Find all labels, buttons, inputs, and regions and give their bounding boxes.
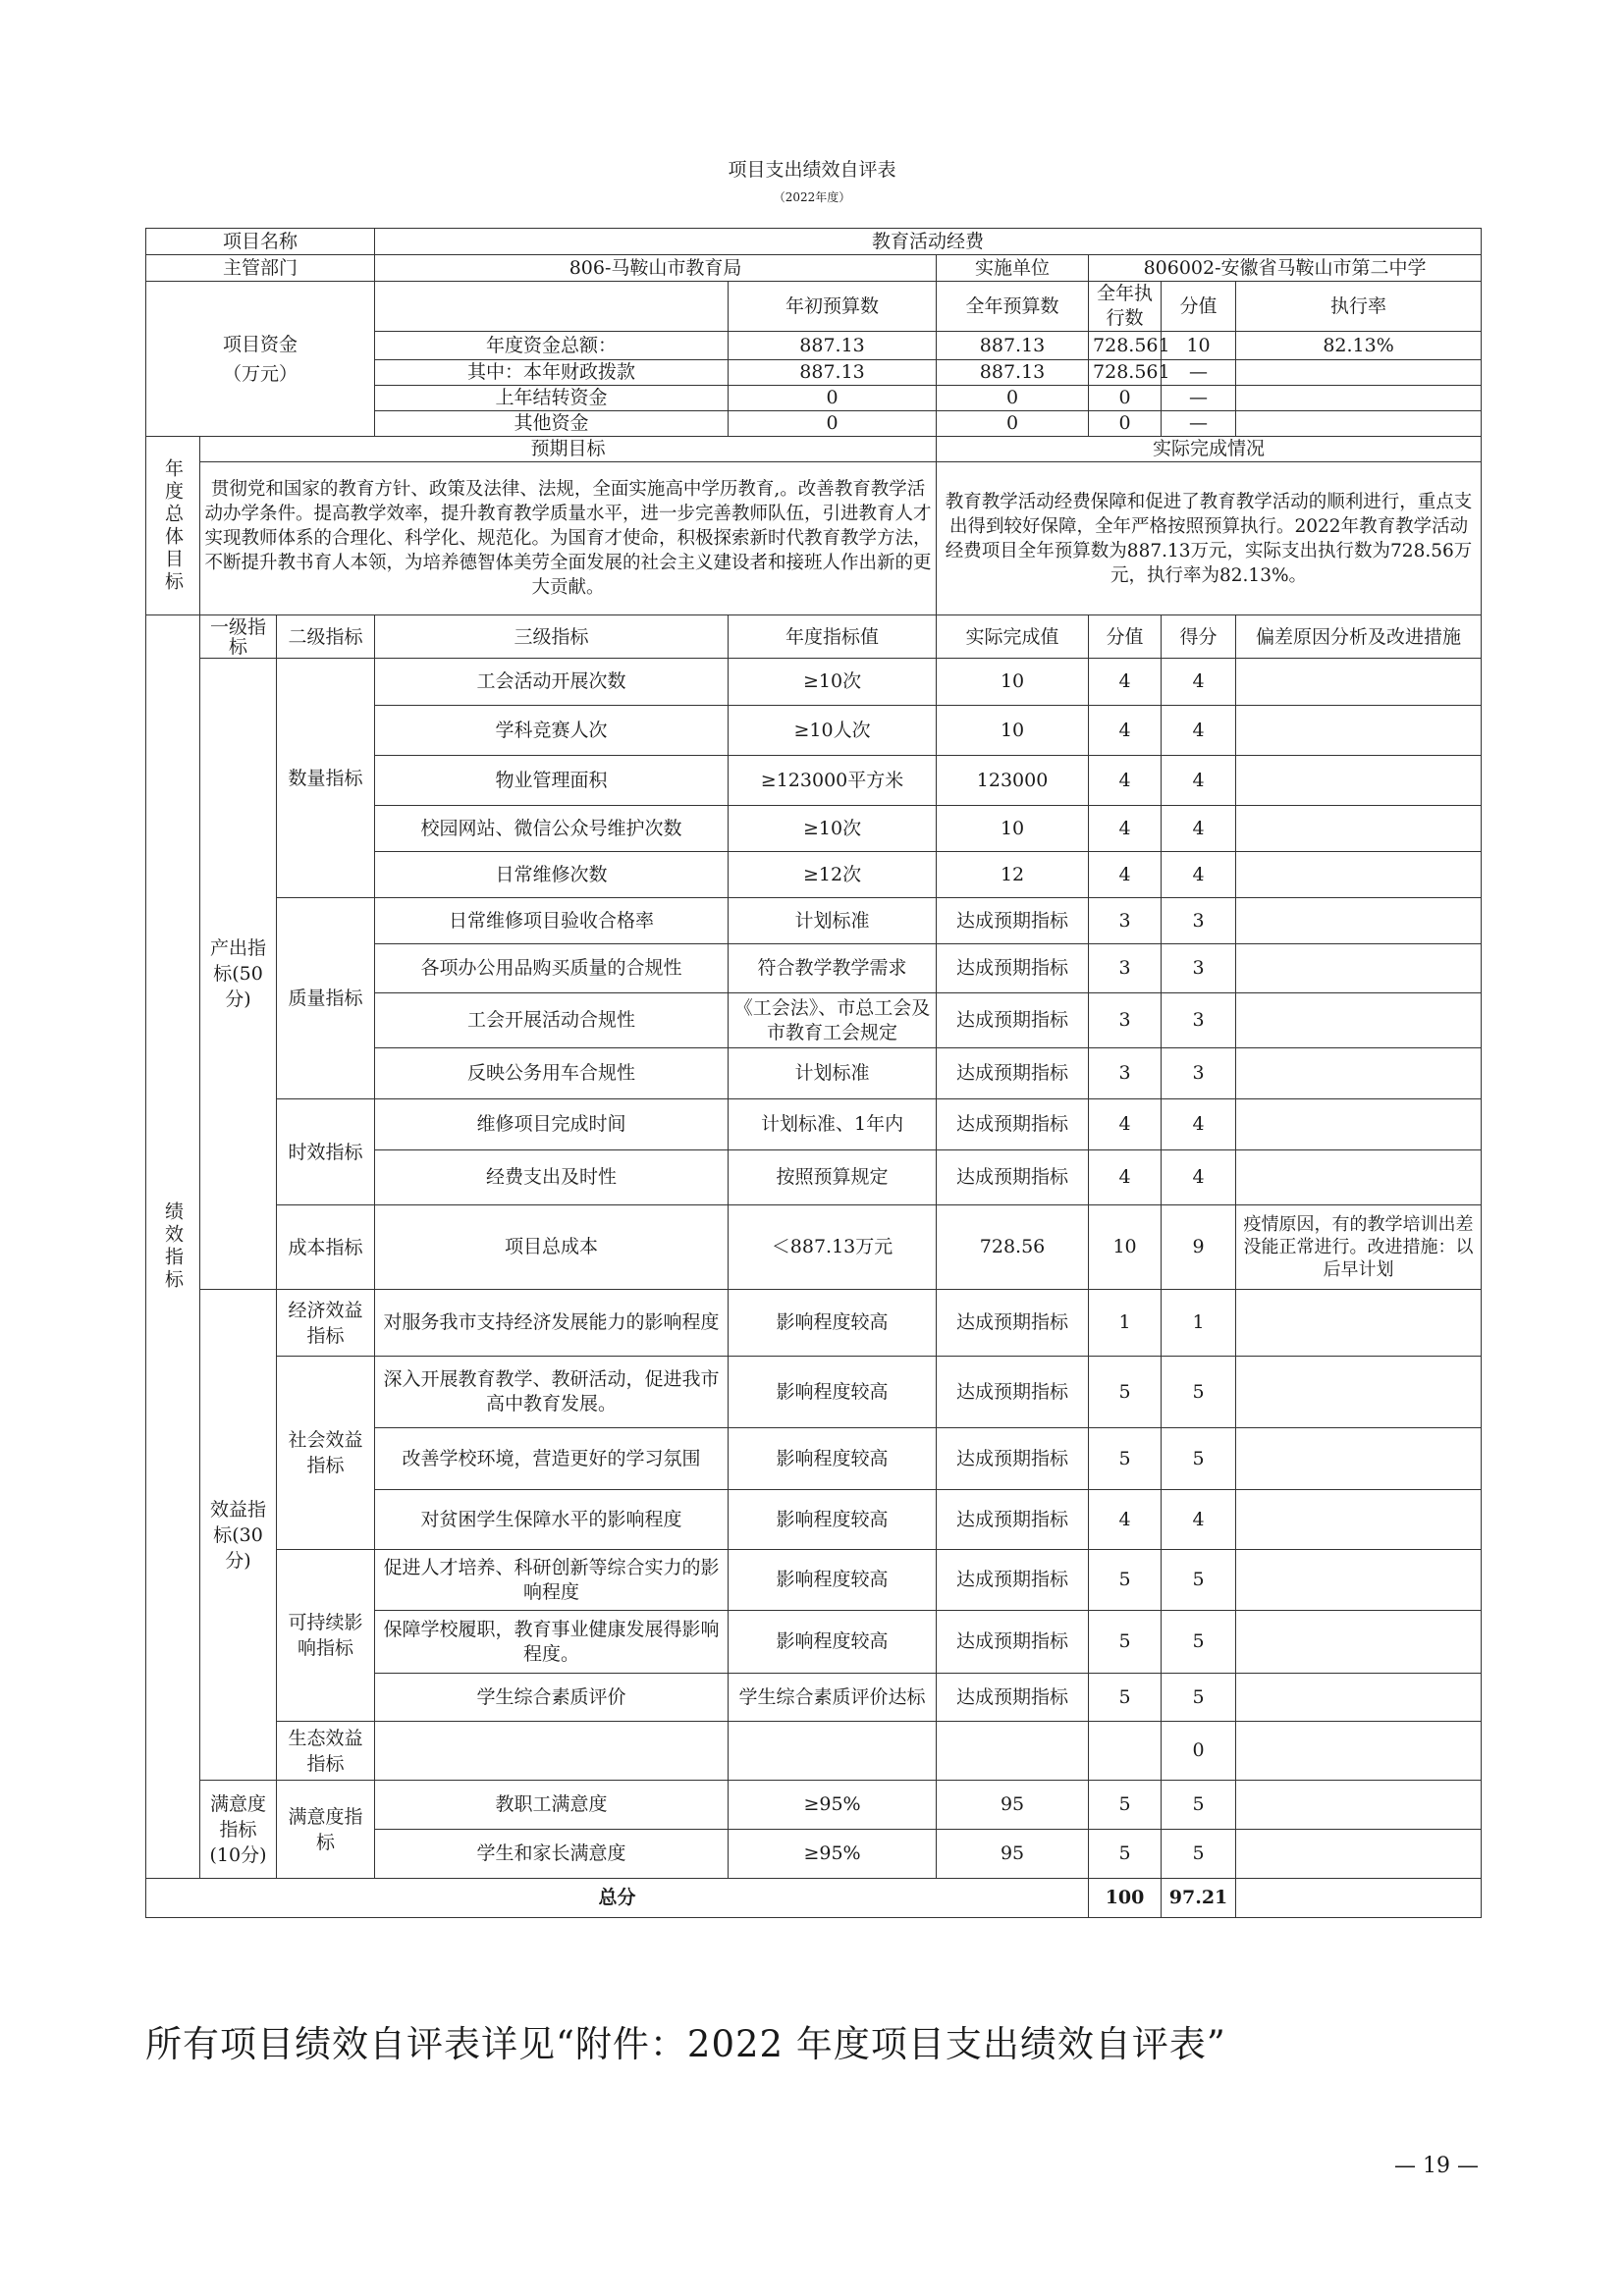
fund-score-value: 10 [1162,332,1236,360]
weight: 3 [1089,1048,1162,1099]
level3-indicator: 促进人才培养、科研创新等综合实力的影响程度 [375,1550,729,1611]
deviation-note [1236,1722,1482,1781]
weight: 10 [1089,1205,1162,1290]
table-row [146,282,1482,332]
kpi-col-header: 实际完成值 [937,615,1089,659]
actual-value: 123000 [937,756,1089,806]
annual-target: ≥95% [729,1781,937,1830]
funds-col-header: 分值 [1162,282,1236,332]
goals-label [146,437,200,615]
deviation-note [1236,1490,1482,1550]
table-row [146,659,1482,706]
kpi-col-header: 三级指标 [375,615,729,659]
table-row [146,255,1482,282]
annual-target: ≥123000平方米 [729,756,937,806]
total-label: 总分 [146,1879,1089,1918]
fund-exec: 0 [1089,411,1162,437]
deviation-note [1236,898,1482,944]
level2-indicator: 满意度指标 [277,1781,375,1879]
level3-indicator: 对服务我市支持经济发展能力的影响程度 [375,1290,729,1357]
actual-goal: 教育教学活动经费保障和促进了教育教学活动的顺利进行，重点支出得到较好保障，全年严格按照预算执行。2022年教育教学活动经费项目全年预算数为887.13万元，实际支出执行数为728.56万元，执行率为82.13%。 [937,462,1482,615]
score: 4 [1162,852,1236,898]
annual-target [729,1722,937,1781]
weight: 1 [1089,1290,1162,1357]
deviation-note [1236,944,1482,993]
fund-full: 0 [937,411,1089,437]
level3-indicator: 经费支出及时性 [375,1150,729,1205]
deviation-note [1236,806,1482,852]
actual-value: 达成预期指标 [937,1611,1089,1674]
level3-indicator: 工会活动开展次数 [375,659,729,706]
actual-value [937,1722,1089,1781]
fund-initial: 887.13 [729,332,937,360]
weight: 5 [1089,1357,1162,1428]
level2-indicator: 可持续影响指标 [277,1550,375,1722]
annual-target: ≥10人次 [729,706,937,756]
score: 0 [1162,1722,1236,1781]
actual-value: 12 [937,852,1089,898]
deviation-note [1236,1290,1482,1357]
level3-indicator: 保障学校履职，教育事业健康发展得影响程度。 [375,1611,729,1674]
deviation-note [1236,1674,1482,1722]
funds-col-blank [375,282,729,332]
level1-indicator: 产出指标(50分) [200,659,277,1290]
actual-value: 728.56 [937,1205,1089,1290]
actual-value: 达成预期指标 [937,1048,1089,1099]
weight: 4 [1089,659,1162,706]
score: 5 [1162,1550,1236,1611]
annual-target: ≥10次 [729,806,937,852]
deviation-note [1236,659,1482,706]
kpi-col-header: 一级指标 [200,615,277,659]
weight: 4 [1089,852,1162,898]
annual-target: ≥12次 [729,852,937,898]
level3-indicator: 学生和家长满意度 [375,1830,729,1879]
score: 4 [1162,659,1236,706]
actual-value: 达成预期指标 [937,1150,1089,1205]
score: 4 [1162,1099,1236,1150]
actual-value: 10 [937,706,1089,756]
actual-value: 达成预期指标 [937,1490,1089,1550]
level3-indicator: 改善学校环境，营造更好的学习氛围 [375,1428,729,1490]
level3-indicator: 项目总成本 [375,1205,729,1290]
funds-col-header: 全年执行数 [1089,282,1162,332]
level1-indicator: 满意度指标(10分) [200,1781,277,1879]
deviation-note [1236,1830,1482,1879]
weight: 4 [1089,706,1162,756]
deviation-note [1236,756,1482,806]
level3-indicator: 物业管理面积 [375,756,729,806]
deviation-note [1236,706,1482,756]
score: 5 [1162,1611,1236,1674]
level3-indicator: 学科竞赛人次 [375,706,729,756]
fund-score-value: — [1162,411,1236,437]
weight: 4 [1089,756,1162,806]
score: 5 [1162,1357,1236,1428]
table-row [146,1781,1482,1830]
level2-indicator: 经济效益指标 [277,1290,375,1357]
deviation-note [1236,993,1482,1048]
fund-initial: 0 [729,386,937,411]
fund-name: 其中：本年财政拨款 [375,360,729,386]
actual-value: 10 [937,659,1089,706]
deviation-note [1236,1357,1482,1428]
annual-target: ≥10次 [729,659,937,706]
fund-initial: 887.13 [729,360,937,386]
total-score: 97.21 [1162,1879,1236,1918]
weight: 5 [1089,1550,1162,1611]
actual-value: 达成预期指标 [937,1550,1089,1611]
annual-target: 《工会法》、市总工会及市教育工会规定 [729,993,937,1048]
table-row [146,462,1482,615]
level2-indicator: 社会效益指标 [277,1357,375,1550]
score: 3 [1162,1048,1236,1099]
level1-indicator: 效益指标(30分) [200,1290,277,1781]
actual-value: 达成预期指标 [937,1290,1089,1357]
fund-rate [1236,360,1482,386]
score: 4 [1162,756,1236,806]
table-row [146,1879,1482,1918]
self-evaluation-table [145,228,1482,1918]
fund-exec: 0 [1089,386,1162,411]
actual-label: 实际完成情况 [937,437,1482,462]
table-row [146,229,1482,255]
project-name-value: 教育活动经费 [375,229,1482,255]
score: 5 [1162,1428,1236,1490]
table-row [146,898,1482,944]
weight: 3 [1089,898,1162,944]
weight [1089,1722,1162,1781]
dept-label: 主管部门 [146,255,375,282]
annual-target: ≥95% [729,1830,937,1879]
level3-indicator: 校园网站、微信公众号维护次数 [375,806,729,852]
weight: 5 [1089,1428,1162,1490]
level3-indicator: 日常维修项目验收合格率 [375,898,729,944]
actual-value: 达成预期指标 [937,1674,1089,1722]
fund-score-value: — [1162,386,1236,411]
deviation-note [1236,1611,1482,1674]
actual-value: 10 [937,806,1089,852]
annual-target: 计划标准、1年内 [729,1099,937,1150]
score: 3 [1162,944,1236,993]
weight: 3 [1089,993,1162,1048]
expected-label: 预期目标 [200,437,937,462]
fund-exec: 728.561 [1089,332,1162,360]
deviation-note [1236,1428,1482,1490]
fund-name: 其他资金 [375,411,729,437]
table-year: （2022年度） [773,190,851,204]
annual-target: 影响程度较高 [729,1611,937,1674]
table-row [146,1357,1482,1428]
score: 3 [1162,898,1236,944]
funds-col-header: 执行率 [1236,282,1482,332]
deviation-note [1236,852,1482,898]
level3-indicator: 日常维修次数 [375,852,729,898]
page-number: — 19 — [1394,2154,1479,2178]
funds-label: 项目资金 （万元） [146,282,375,437]
dept-value: 806-马鞍山市教育局 [375,255,937,282]
actual-value: 95 [937,1781,1089,1830]
fund-rate [1236,386,1482,411]
annual-target: 符合教学教学需求 [729,944,937,993]
project-name-label: 项目名称 [146,229,375,255]
table-row [146,1205,1482,1290]
total-note [1236,1879,1482,1918]
weight: 5 [1089,1781,1162,1830]
annual-target: 计划标准 [729,1048,937,1099]
level3-indicator: 维修项目完成时间 [375,1099,729,1150]
fund-name: 上年结转资金 [375,386,729,411]
actual-value: 达成预期指标 [937,898,1089,944]
weight: 5 [1089,1611,1162,1674]
actual-value: 达成预期指标 [937,944,1089,993]
level3-indicator: 工会开展活动合规性 [375,993,729,1048]
annual-target: 按照预算规定 [729,1150,937,1205]
level3-indicator: 学生综合素质评价 [375,1674,729,1722]
impl-label: 实施单位 [937,255,1089,282]
actual-value: 达成预期指标 [937,1099,1089,1150]
deviation-note [1236,1099,1482,1150]
fund-rate [1236,411,1482,437]
actual-value: 达成预期指标 [937,993,1089,1048]
table-title: 项目支出绩效自评表 [728,159,896,181]
kpi-col-header: 二级指标 [277,615,375,659]
table-row [146,615,1482,659]
annual-target: 影响程度较高 [729,1357,937,1428]
table-row [146,1290,1482,1357]
fund-rate: 82.13% [1236,332,1482,360]
level2-indicator: 时效指标 [277,1099,375,1205]
fund-full: 887.13 [937,332,1089,360]
annual-target: 影响程度较高 [729,1428,937,1490]
score: 4 [1162,1490,1236,1550]
score: 4 [1162,806,1236,852]
annual-target: 影响程度较高 [729,1290,937,1357]
score: 1 [1162,1290,1236,1357]
level3-indicator: 反映公务用车合规性 [375,1048,729,1099]
table-row [146,1099,1482,1150]
score: 9 [1162,1205,1236,1290]
level3-indicator: 对贫困学生保障水平的影响程度 [375,1490,729,1550]
table-row [146,1722,1482,1781]
weight: 4 [1089,1099,1162,1150]
kpi-col-header: 年度指标值 [729,615,937,659]
fund-initial: 0 [729,411,937,437]
annual-target: 影响程度较高 [729,1490,937,1550]
table-row [146,1550,1482,1611]
actual-value: 95 [937,1830,1089,1879]
kpi-col-header: 分值 [1089,615,1162,659]
annual-target: 学生综合素质评价达标 [729,1674,937,1722]
weight: 4 [1089,806,1162,852]
deviation-note [1236,1048,1482,1099]
deviation-note [1236,1781,1482,1830]
annual-target: ＜887.13万元 [729,1205,937,1290]
score: 4 [1162,706,1236,756]
level2-indicator: 质量指标 [277,898,375,1099]
score: 5 [1162,1781,1236,1830]
expected-goal: 贯彻党和国家的教育方针、政策及法律、法规，全面实施高中学历教育,。改善教育教学活动办学条件。提高教学效率，提升教育教学质量水平，进一步完善教师队伍，引进教育人才实现教师体系的合理化、科学化、规范化。为国育才使命，积极探索新时代教育教学方法，不断提升教书育人本领，为培养德智体美劳全面发展的社会主义建设者和接班人作出新的更大贡献。 [200,462,937,615]
level2-indicator: 成本指标 [277,1205,375,1290]
level3-indicator: 各项办公用品购买质量的合规性 [375,944,729,993]
score: 5 [1162,1674,1236,1722]
fund-full: 0 [937,386,1089,411]
kpi-col-header: 得分 [1162,615,1236,659]
fund-name: 年度资金总额： [375,332,729,360]
fund-full: 887.13 [937,360,1089,386]
annual-target: 计划标准 [729,898,937,944]
level3-indicator [375,1722,729,1781]
level3-indicator: 深入开展教育教学、教研活动，促进我市高中教育发展。 [375,1357,729,1428]
weight: 4 [1089,1490,1162,1550]
score: 3 [1162,993,1236,1048]
fund-exec: 728.561 [1089,360,1162,386]
actual-value: 达成预期指标 [937,1428,1089,1490]
fund-score-value: — [1162,360,1236,386]
deviation-note [1236,1550,1482,1611]
goals-label-text: 年度总体目标 [162,457,184,594]
weight: 3 [1089,944,1162,993]
level2-indicator: 生态效益指标 [277,1722,375,1781]
level2-indicator: 数量指标 [277,659,375,898]
annual-target: 影响程度较高 [729,1550,937,1611]
actual-value: 达成预期指标 [937,1357,1089,1428]
score: 4 [1162,1150,1236,1205]
table-row [146,437,1482,462]
kpi-label-text: 绩效指标 [162,1201,184,1292]
weight: 4 [1089,1150,1162,1205]
level3-indicator: 教职工满意度 [375,1781,729,1830]
footer-note: 所有项目绩效自评表详见“附件：2022 年度项目支出绩效自评表” [145,2023,1226,2065]
weight: 5 [1089,1674,1162,1722]
deviation-note: 疫情原因，有的教学培训出差没能正常进行。改进措施：以后早计划 [1236,1205,1482,1290]
funds-col-header: 年初预算数 [729,282,937,332]
funds-col-header: 全年预算数 [937,282,1089,332]
impl-value: 806002-安徽省马鞍山市第二中学 [1089,255,1482,282]
score: 5 [1162,1830,1236,1879]
deviation-note [1236,1150,1482,1205]
weight: 5 [1089,1830,1162,1879]
kpi-col-header: 偏差原因分析及改进措施 [1236,615,1482,659]
total-weight: 100 [1089,1879,1162,1918]
kpi-label [146,615,200,1879]
